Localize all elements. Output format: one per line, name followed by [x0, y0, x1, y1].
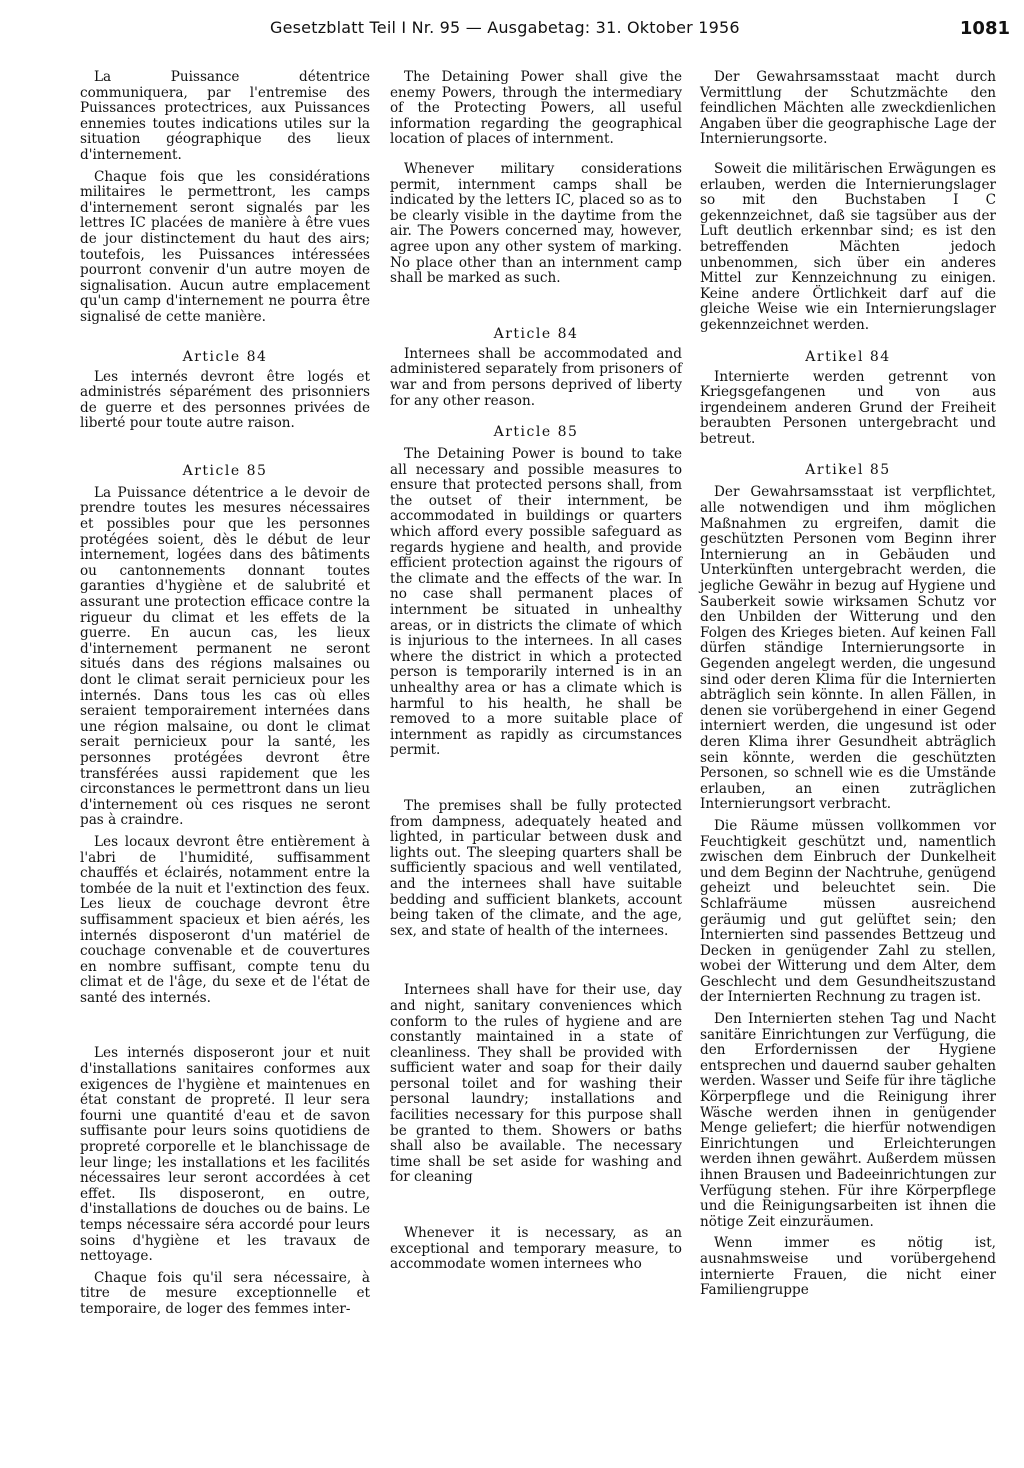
german-article-85-paragraph-1: Der Gewahrsamsstaat ist verpflichtet, alle notwendigen und ihm möglichen Maßnahmen zu ergreifen, damit die geschützten Personen vom Beginn ihrer Internierung an in Gebäuden und Unterkünften untergebracht werden, die jegliche Gewähr in bezug auf Hygiene und Sauberkeit sowie wirksamen Schutz vor den Unbilden der Witterung und den Folgen des Krieges bieten. Auf keinen Fall dürfen ständige Internierungsorte in Gegenden angelegt werden, die ungesund sind oder deren Klima für die Internierten abträglich sein könnte. In allen Fällen, in denen sie vorübergehend in einer Gegend interniert werden, die ungesund ist oder deren Klima ihrer Gesundheit abträglich sein könnte, werden die geschützten Personen, so schnell wie es die Umstände erlauben, an einen zuträglichen Internierungsort verbracht.: [700, 484, 996, 813]
french-article-85-paragraph-4: Chaque fois qu'il sera nécessaire, à titre de mesure exceptionnelle et temporaire, de loger des femmes inter-: [80, 1269, 370, 1317]
page-header: [0, 18, 1024, 48]
german-paragraph-camp-marking: Soweit die militärischen Erwägungen es erlauben, werden die Internierungslager so mit den Buchstaben I C gekennzeichnet, daß sie tagsüber aus der Luft deutlich erkennbar sind; es ist den betreffenden Mächten jedoch unbenommen, sich über ein anderes Mittel zur Kennzeichnung zu einigen. Keine andere Örtlichkeit darf auf die gleiche Weise wie ein Internierungslager gekennzeichnet werden.: [700, 160, 996, 333]
header-title: Gesetzblatt Teil I Nr. 95 — Ausgabetag: 31. Oktober 1956: [270, 18, 740, 37]
english-heading-article-84: Article 84: [493, 325, 579, 342]
french-column: [80, 70, 370, 1318]
english-article-85-paragraph-4: Whenever it is necessary, as an exceptional and temporary measure, to accommodate women internees who: [390, 1225, 682, 1273]
english-article-85-paragraph-1: The Detaining Power is bound to take all necessary and possible measures to ensure that protected persons shall, from the outset of their internment, be accommodated in buildings or quarters which afford every possible safeguard as regards hygiene and health, and provide efficient protection against the rigours of the climate and the effects of the war. In no case shall permanent places of internment be situated in unhealthy areas, or in districts the climate of which is injurious to the internees. In all cases where the district in which a protected person is temporarily interned is in an unhealthy area or has a climate which is harmful to his health, he shall be removed to a more suitable place of internment as rapidly as circumstances permit.: [390, 446, 682, 759]
english-heading-article-85: Article 85: [493, 424, 579, 441]
english-article-84-text: Internees shall be accommodated and administered separately from prisoners of war and from persons deprived of liberty for any other reason.: [390, 345, 682, 409]
french-article-84-text: Les internés devront être logés et administrés séparément des prisonniers de guerre et des personnes privées de liberté pour toute autre raison.: [80, 368, 370, 432]
german-heading-article-85: Artikel 85: [805, 462, 891, 479]
french-article-85-paragraph-2: Les locaux devront être entièrement à l'abri de l'humidité, suffisamment chauffés et éclairés, notamment entre la tombée de la nuit et l'extinction des feux. Les lieux de couchage devront être suffisamment spacieux et bien aérés, les internés disposeront d'un matériel de couchage convenable et de couvertures en nombre suffisant, compte tenu du climat et de l'âge, du sexe et de l'état de santé des internés.: [80, 833, 370, 1006]
french-heading-article-84: Article 84: [182, 348, 268, 365]
german-column: [700, 70, 996, 1299]
french-article-85-paragraph-1: La Puissance détentrice a le devoir de prendre toutes les mesures nécessaires et possibles pour que les personnes protégées soient, dès le début de leur internement, logées dans des bâtiments ou cantonnements donnant toutes garanties d'hygiène et de salubrité et assurant une protection efficace contre la rigueur du climat et les effets de la guerre. En aucun cas, les lieux d'internement permanent ne seront situés dans des régions malsaines ou dont le climat serait pernicieux pour les internés. Dans tous les cas où elles seraient temporairement internées dans une région malsaine, ou dont le climat serait pernicieux pour la santé, les personnes protégées devront être transférées aussi rapidement que les circonstances le permettront dans un lieu d'internement où ces risques ne seront pas à craindre.: [80, 484, 370, 829]
page-number: 1081: [959, 18, 1010, 39]
english-paragraph-location-info: The Detaining Power shall give the enemy Powers, through the intermediary of the Protecting Powers, all useful information regarding the geographical location of places of internment.: [390, 69, 682, 148]
german-paragraph-location-info: Der Gewahrsamsstaat macht durch Vermittlung der Schutzmächte den feindlichen Mächten alle zweckdienlichen Angaben über die geographische Lage der Internierungsorte.: [700, 69, 996, 148]
german-article-85-paragraph-3: Den Internierten stehen Tag und Nacht sanitäre Einrichtungen zur Verfügung, die den Erfordernissen der Hygiene entsprechen und dauernd sauber gehalten werden. Wasser und Seife für ihre tägliche Körperpflege und die Reinigung ihrer Wäsche werden ihnen in genügender Menge geliefert; die hierfür notwendigen Einrichtungen und Erleichterungen werden ihnen gewährt. Außerdem müssen ihnen Brausen und Badeeinrichtungen zur Verfügung stehen. Für ihre Körperpflege und die Reinigungsarbeiten ist ihnen die nötige Zeit einzuräumen.: [700, 1011, 996, 1230]
german-article-84-text: Internierte werden getrennt von Kriegsgefangenen und von aus irgendeinem anderen Grund der Freiheit beraubten Personen untergebracht und betreut.: [700, 368, 996, 447]
french-paragraph-location-info: La Puissance détentrice communiquera, par l'entremise des Puissances protectrices, aux Puissances ennemies toutes indications utiles sur la situation géographique des lieux d'internement.: [80, 69, 370, 163]
german-article-85-paragraph-4: Wenn immer es nötig ist, ausnahmsweise und vorübergehend internierte Frauen, die nicht einer Familiengruppe: [700, 1235, 996, 1299]
english-column: [390, 70, 682, 1273]
french-article-85-paragraph-3: Les internés disposeront jour et nuit d'installations sanitaires conformes aux exigences de l'hygiène et maintenues en état constant de propreté. Il leur sera fourni une quantité d'eau et de savon suffisante pour leurs soins quotidiens de propreté corporelle et le blanchissage de leur linge; les installations et les facilités nécessaires leur seront accordées à cet effet. Ils disposeront, en outre, d'installations de douches ou de bains. Le temps nécessaire séra accordé pour leurs soins d'hygiène et les travaux de nettoyage.: [80, 1045, 370, 1265]
english-article-85-paragraph-2: The premises shall be fully protected from dampness, adequately heated and lighted, in particular between dusk and lights out. The sleeping quarters shall be sufficiently spacious and well ventilated, and the internees shall have suitable bedding and sufficient blankets, account being taken of the climate, and the age, sex, and state of health of the internees.: [390, 797, 682, 939]
french-paragraph-camp-marking: Chaque fois que les considérations militaires le permettront, les camps d'internement seront signalés par les lettres IC placées de manière à être vues de jour distinctement du haut des airs; toutefois, les Puissances intéressées pourront convenir d'un autre moyen de signalisation. Aucun autre emplacement qu'un camp d'internement ne pourra être signalisé de cette manière.: [80, 168, 370, 325]
german-article-85-paragraph-2: Die Räume müssen vollkommen vor Feuchtigkeit geschützt und, namentlich zwischen dem Einbruch der Dunkelheit und dem Beginn der Nachtruhe, genügend geheizt und beleuchtet sein. Die Schlafräume müssen ausreichend geräumig und gut gelüftet sein; den Internierten sind passendes Bettzeug und Decken in genügender Zahl zu stellen, wobei der Witterung und dem Alter, dem Geschlecht und dem Gesundheitszustand der Internierten Rechnung zu tragen ist.: [700, 817, 996, 1006]
german-heading-article-84: Artikel 84: [805, 348, 891, 365]
english-article-85-paragraph-3: Internees shall have for their use, day and night, sanitary conveniences which conform to the rules of hygiene and are constantly maintained in a state of cleanliness. They shall be provided with sufficient water and soap for their daily personal toilet and for washing their personal laundry; installations and facilities necessary for this purpose shall be granted to them. Showers or baths shall also be available. The necessary time shall be set aside for washing and for cleaning: [390, 982, 682, 1186]
english-paragraph-camp-marking: Whenever military considerations permit, internment camps shall be indicated by the letters IC, placed so as to be clearly visible in the daytime from the air. The Powers concerned may, however, agree upon any other system of marking. No place other than an internment camp shall be marked as such.: [390, 160, 682, 287]
french-heading-article-85: Article 85: [182, 462, 268, 479]
